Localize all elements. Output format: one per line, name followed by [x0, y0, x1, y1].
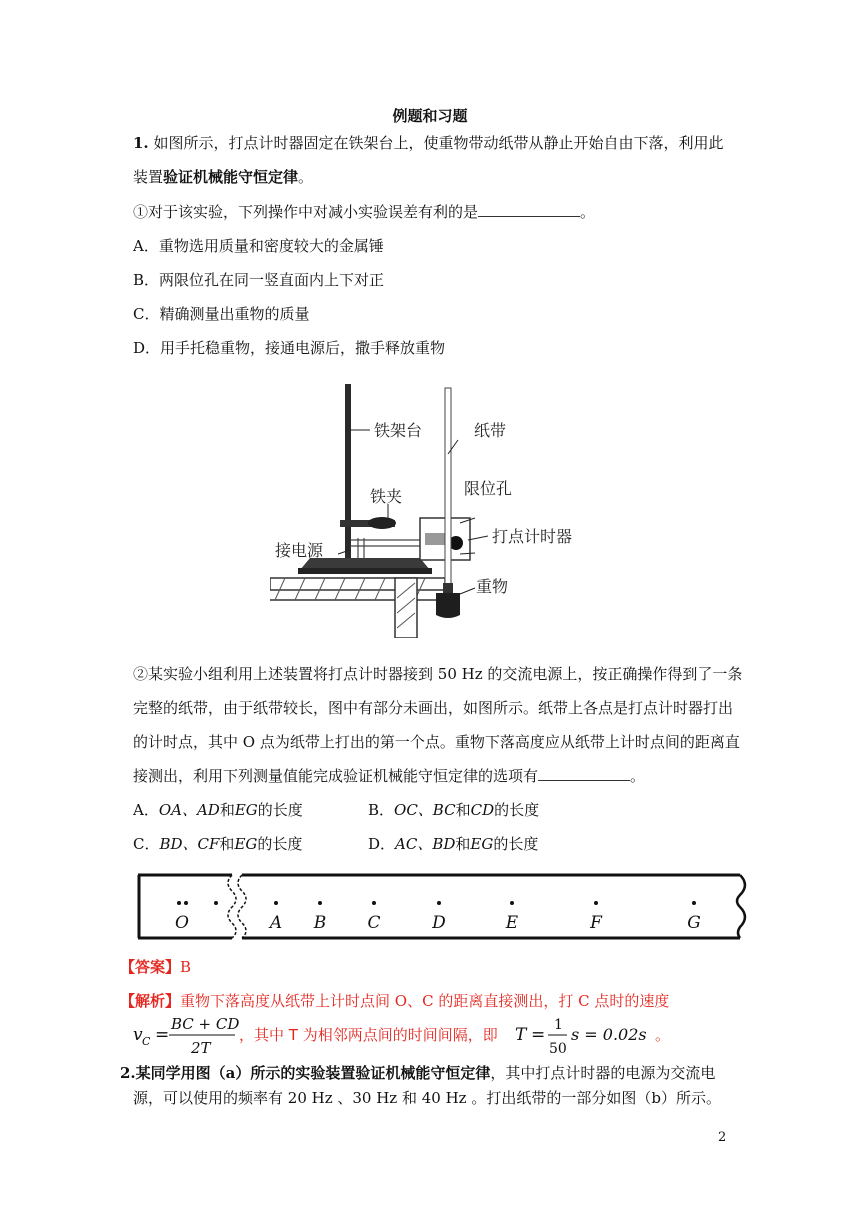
q1-option2-c [133, 834, 302, 854]
answer-value: B [180, 958, 192, 976]
answer-line [120, 957, 191, 977]
q1-line2-bold: 验证机械能守恒定律 [163, 168, 299, 186]
opt-last: CD [470, 801, 495, 819]
q1-part2-line1: ②某实验小组利用上述装置将打点计时器接到 50 Hz 的交流电源上，按正确操作得到了一条 [133, 665, 743, 683]
formula-v: v [133, 1025, 143, 1045]
q1-line2-post: 。 [298, 168, 314, 186]
q1-option-a: A．重物选用质量和密度较大的金属锤 [133, 237, 384, 255]
q2-line2: 源，可以使用的频率有 20 Hz 、30 Hz 和 40 Hz 。打出纸带的一部分如图（b）所示。 [133, 1089, 721, 1107]
formula-result: s = 0.02s [571, 1025, 647, 1044]
label-timer: 打点计时器 [492, 529, 573, 546]
tape-dot-d [437, 901, 441, 905]
power-wires [350, 538, 420, 560]
q2-line1-rest: ，其中打点计时器的电源为交流电 [490, 1064, 716, 1082]
q1-option2-a [133, 800, 303, 820]
q1-line2 [133, 167, 313, 187]
q1-line1 [133, 133, 723, 153]
opt-items: OA、AD [158, 801, 220, 819]
tape-label-d: D [432, 913, 446, 933]
label-limit-hole: 限位孔 [464, 481, 513, 498]
tape-dot-extra [214, 901, 218, 905]
formula-end: 。 [655, 1026, 671, 1044]
q1-part1-text: ①对于该实验，下列操作中对减小实验误差有利的是 [133, 203, 479, 221]
velocity-formula [133, 1014, 773, 1058]
formula-middle-text: ，其中 T 为相邻两点间的时间间隔，即 [239, 1026, 498, 1044]
tape-label-f: F [590, 913, 602, 933]
opt-letter: B． [368, 801, 395, 819]
opt-last: EG [234, 835, 258, 853]
q1-part1-prompt [133, 202, 595, 222]
table-top [270, 578, 445, 590]
label-clamp: 铁夹 [370, 489, 403, 506]
tape-dot-f [594, 901, 598, 905]
q1-option-c: C．精确测量出重物的质量 [133, 305, 310, 323]
answer-blank-2 [538, 766, 630, 781]
analysis-text: 重物下落高度从纸带上计时点间 O、C 的距离直接测出，打 C 点时的速度 [180, 992, 670, 1010]
opt-and: 和 [455, 801, 471, 819]
formula-denominator: 2T [191, 1039, 211, 1057]
answer-blank-1 [478, 202, 580, 217]
q1-option2-b [368, 800, 539, 820]
opt-letter: A． [133, 801, 159, 819]
opt-and: 和 [455, 835, 471, 853]
break-mark-2 [238, 875, 246, 938]
weight-stem [443, 583, 453, 593]
formula-numerator: BC + CD [171, 1015, 240, 1033]
tape-label-o: O [175, 913, 189, 933]
formula-eq: = [155, 1025, 170, 1045]
tape-dot-c [372, 901, 376, 905]
label-weight: 重物 [476, 579, 509, 596]
opt-items: AC、BD [395, 835, 456, 853]
q1-part2-line4-text: 接测出，利用下列测量值能完成验证机械能守恒定律的选项有 [133, 767, 539, 785]
formula-one: 1 [554, 1017, 563, 1033]
opt-items: BD、CF [159, 835, 220, 853]
tape-label-g: G [687, 913, 701, 933]
opt-letter: D． [368, 835, 396, 853]
tape-label-a: A [269, 913, 283, 933]
table-edge [395, 578, 417, 638]
tape-torn-end [737, 875, 745, 938]
page-number: 2 [718, 1130, 727, 1145]
tape-dot-o2 [184, 901, 188, 905]
paper-tape [445, 388, 451, 588]
apparatus-figure [270, 378, 620, 638]
tape-dot-o1 [177, 901, 181, 905]
q1-option2-d [368, 834, 538, 854]
label-tape: 纸带 [474, 423, 507, 440]
tape-dot-e [510, 901, 514, 905]
clamp-knob [368, 517, 396, 529]
q1-line2-pre: 装置 [133, 168, 164, 186]
opt-last: EG [234, 801, 258, 819]
q1-part2-line4 [133, 766, 645, 786]
answer-label: 【答案】 [120, 958, 181, 976]
base-plate [298, 568, 432, 574]
tape-dot-b [318, 901, 322, 905]
q1-number: 1. [133, 134, 149, 152]
q1-option-d: D．用手托稳重物，接通电源后，撒手释放重物 [133, 339, 446, 357]
break-mark-1 [228, 875, 236, 938]
opt-letter: C． [133, 835, 160, 853]
opt-tail: 的长度 [257, 801, 303, 819]
section-title: 例题和习题 [392, 107, 468, 125]
paper-tape-figure [134, 872, 754, 942]
q1-part2-end: 。 [630, 767, 646, 785]
analysis-label: 【解析】 [120, 992, 181, 1010]
tape-dot-a [274, 901, 278, 905]
weight-body [436, 593, 460, 618]
formula-fifty: 50 [549, 1041, 567, 1057]
opt-items: OC、BC [394, 801, 456, 819]
opt-tail: 的长度 [494, 801, 540, 819]
tape-label-b: B [313, 913, 327, 933]
q1-part2-line2: 完整的纸带，由于纸带较长，图中有部分未画出，如图所示。纸带上各点是打点计时器打出 [133, 699, 734, 717]
q1-line1-text: 如图所示，打点计时器固定在铁架台上，使重物带动纸带从静止开始自由下落，利用此 [153, 134, 724, 152]
q2-line1-bold: 2.某同学用图（a）所示的实验装置验证机械能守恒定律 [120, 1064, 491, 1082]
opt-tail: 的长度 [257, 835, 303, 853]
opt-tail: 的长度 [493, 835, 539, 853]
tape-dots [177, 901, 696, 905]
formula-T: T [515, 1025, 527, 1045]
opt-and: 和 [219, 835, 235, 853]
q1-part2-line3: 的计时点，其中 O 点为纸带上打出的第一个点。重物下落高度应从纸带上计时点间的距离直 [133, 733, 740, 751]
stand-pole [345, 384, 351, 559]
opt-and: 和 [219, 801, 235, 819]
tape-label-e: E [505, 913, 519, 933]
analysis-line [120, 991, 669, 1011]
tape-label-c: C [367, 913, 381, 933]
formula-v-sub: C [142, 1035, 151, 1048]
q1-part1-end: 。 [580, 203, 596, 221]
q2-line1 [120, 1063, 715, 1083]
tape-labels [175, 913, 701, 933]
tape-dot-g [692, 901, 696, 905]
label-power: 接电源 [275, 543, 324, 560]
label-stand: 铁架台 [374, 423, 423, 440]
formula-eq2: = [531, 1025, 546, 1045]
q1-option-b: B．两限位孔在同一竖直面内上下对正 [133, 271, 385, 289]
opt-last: EG [470, 835, 494, 853]
